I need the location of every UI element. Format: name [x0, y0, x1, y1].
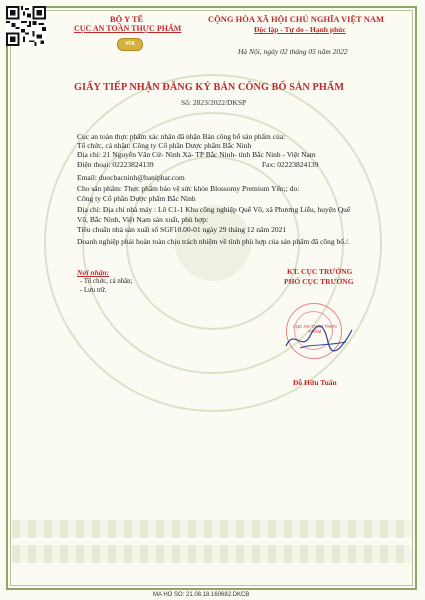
place-date: Hà Nội, ngày 02 tháng 05 năm 2022 [238, 47, 348, 56]
recipients-label: Nơi nhận: [77, 268, 110, 277]
document-number: Số: 2823/2022/DKSP [181, 98, 247, 107]
document-title: GIẤY TIẾP NHẬN ĐĂNG KÝ BẢN CÔNG BỐ SẢN PHẨM [74, 82, 345, 93]
factory-line-1: Địa chỉ: Địa chỉ nhà máy : Lô C1-1 Khu công nghiệp Quế Võ, xã Phương Liễu, huyện Quế [77, 205, 351, 214]
product-line-2: Công ty Cổ phần Dược phẩm Bắc Ninh [77, 194, 196, 203]
qr-code-icon [6, 6, 46, 46]
intro-text: Cục an toàn thực phẩm xác nhận đã nhận Bản công bố sản phẩm của: [77, 132, 286, 141]
address: Địa chỉ: 21 Nguyễn Văn Cừ- Ninh Xá- TP Bắc Ninh- tỉnh Bắc Ninh - Việt Nam [77, 150, 316, 159]
fax: Fax: 02223824139 [262, 160, 319, 169]
republic-heading: CỘNG HÒA XÃ HỘI CHỦ NGHĨA VIỆT NAM [208, 14, 385, 24]
phone: Điện thoại: 02223824139 [77, 160, 154, 169]
stamp-text: CỤC AN TOÀN THỰC PHẨM [292, 324, 338, 334]
standard: Tiêu chuẩn nhà sản xuất số SGF10.00-01 ngày 29 tháng 12 năm 2021 [77, 225, 287, 234]
handwritten-signature [280, 318, 360, 358]
responsibility: Doanh nghiệp phải hoàn toàn chịu trách nhiệm về tính phù hợp của sản phẩm đã công bố./. [77, 237, 350, 246]
signature-subtitle: PHÓ CỤC TRƯỞNG [284, 277, 354, 286]
product-line-1: Cho sản phẩm: Thực phẩm bảo vệ sức khỏe Blossomy Premium Yến;; do: [77, 184, 300, 193]
factory-line-2: Võ, Bắc Ninh, Việt Nam sản xuất, phù hợp: [77, 215, 209, 224]
ministry-name: BỘ Y TẾ [110, 14, 144, 24]
page-border-inner [10, 10, 413, 586]
agency-logo-text: VFA [125, 41, 135, 47]
dossier-code: MA HO SO: 21.08.18.160682.DKCB [153, 592, 250, 598]
signer-name: Đỗ Hữu Tuấn [293, 378, 337, 387]
signature-title: KT. CỤC TRƯỞNG [287, 267, 353, 276]
recipient-item: - Tổ chức, cá nhân; [80, 278, 133, 285]
agency-logo [117, 38, 143, 51]
recipient-item: - Lưu trữ. [80, 287, 107, 294]
national-motto: Độc lập - Tự do - Hạnh phúc [254, 25, 346, 34]
email: Email: duocbacninh@baniphar.com [77, 173, 185, 182]
agency-name: CỤC AN TOÀN THỰC PHẨM [74, 24, 182, 33]
organization: Tổ chức, cá nhân: Công ty Cổ phần Dược phẩm Bắc Ninh [77, 141, 252, 150]
